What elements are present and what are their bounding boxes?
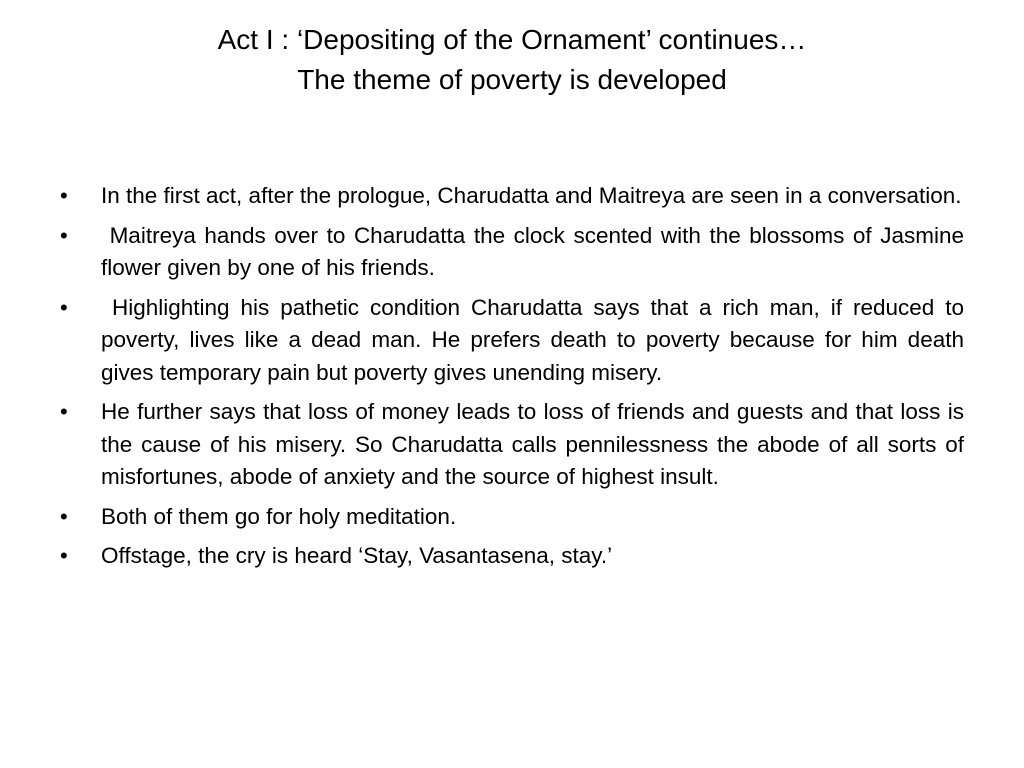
bullet-item bbox=[60, 180, 964, 213]
bullet-item bbox=[60, 540, 964, 573]
bullet-list bbox=[60, 180, 964, 580]
bullet-icon: • bbox=[60, 399, 68, 424]
bullet-icon: • bbox=[60, 294, 68, 320]
bullet-item bbox=[60, 292, 964, 390]
title-line-1: Act I : ‘Depositing of the Ornament’ continues… bbox=[217, 24, 807, 55]
bullet-icon: • bbox=[60, 503, 68, 529]
bullet-text: Both of them go for holy meditation. bbox=[101, 503, 457, 529]
bullet-icon: • bbox=[60, 222, 68, 248]
bullet-item bbox=[60, 220, 964, 285]
title-line-2: The theme of poverty is developed bbox=[297, 64, 727, 95]
bullet-text: Offstage, the cry is heard ‘Stay, Vasantasena, stay.’ bbox=[101, 543, 613, 568]
bullet-icon: • bbox=[60, 543, 68, 568]
bullet-item bbox=[60, 501, 964, 534]
bullet-text: In the first act, after the prologue, Charudatta and Maitreya are seen in a conversation. bbox=[101, 183, 962, 208]
slide-title bbox=[60, 20, 964, 100]
bullet-item bbox=[60, 396, 964, 494]
bullet-icon: • bbox=[60, 183, 68, 208]
bullet-text: He further says that loss of money leads to loss of friends and guests and that loss is the cause of his misery. So Charudatta calls pennilessness the abode of all sorts of misfortunes, abode of anxiety and the source of highest insult. bbox=[101, 399, 964, 489]
bullet-text: Maitreya hands over to Charudatta the clock scented with the blossoms of Jasmine flower given by one of his friends. bbox=[101, 222, 964, 280]
bullet-text: Highlighting his pathetic condition Charudatta says that a rich man, if reduced to poverty, lives like a dead man. He prefers death to poverty because for him death gives temporary pain but poverty gives unending misery. bbox=[101, 294, 964, 385]
